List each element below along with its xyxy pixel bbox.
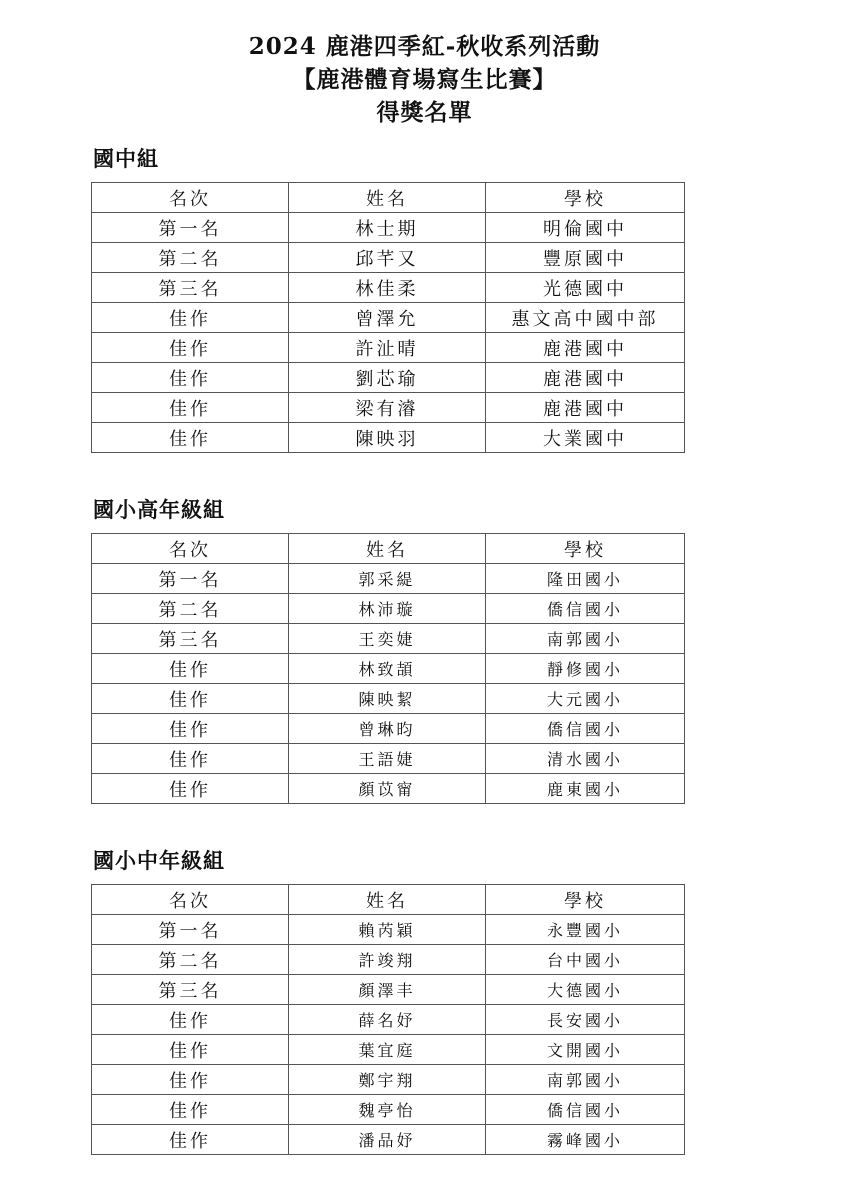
rank-cell: 佳作 xyxy=(92,1005,289,1035)
section-heading-middle-elementary: 國小中年級組 xyxy=(93,849,225,873)
section-heading-upper-elementary: 國小高年級組 xyxy=(93,498,225,522)
school-cell: 台中國小 xyxy=(486,945,685,975)
rank-cell: 第一名 xyxy=(92,213,289,243)
rank-cell: 佳作 xyxy=(92,1095,289,1125)
name-header: 姓名 xyxy=(289,534,486,564)
rank-cell: 第三名 xyxy=(92,975,289,1005)
name-cell: 王語婕 xyxy=(289,744,486,774)
table-row xyxy=(92,1065,685,1095)
name-cell: 邱芊又 xyxy=(289,243,486,273)
table-row xyxy=(92,333,685,363)
rank-cell: 第二名 xyxy=(92,594,289,624)
school-cell: 僑信國小 xyxy=(486,1095,685,1125)
table-row xyxy=(92,594,685,624)
rank-cell: 佳作 xyxy=(92,654,289,684)
name-cell: 潘品妤 xyxy=(289,1125,486,1155)
school-cell: 大業國中 xyxy=(486,423,685,453)
rank-header: 名次 xyxy=(92,534,289,564)
title-line-2: 【鹿港體育場寫生比賽】 xyxy=(292,66,557,93)
rank-cell: 佳作 xyxy=(92,333,289,363)
table-header-row xyxy=(92,183,685,213)
school-cell: 南郭國小 xyxy=(486,1065,685,1095)
rank-cell: 第二名 xyxy=(92,243,289,273)
name-cell: 許沚晴 xyxy=(289,333,486,363)
award-table-middle-elementary xyxy=(91,884,685,1155)
rank-cell: 第一名 xyxy=(92,915,289,945)
table-row xyxy=(92,975,685,1005)
name-cell: 林士期 xyxy=(289,213,486,243)
table-row xyxy=(92,774,685,804)
table-row xyxy=(92,393,685,423)
name-cell: 魏亭怡 xyxy=(289,1095,486,1125)
section-heading-junior-high: 國中組 xyxy=(93,147,159,171)
rank-header: 名次 xyxy=(92,183,289,213)
table-row xyxy=(92,273,685,303)
table-row xyxy=(92,564,685,594)
school-cell: 鹿港國中 xyxy=(486,333,685,363)
school-cell: 鹿港國中 xyxy=(486,363,685,393)
table-header-row xyxy=(92,534,685,564)
name-cell: 劉芯瑜 xyxy=(289,363,486,393)
title-line-1: 2024 鹿港四季紅-秋收系列活動 xyxy=(248,33,601,60)
school-cell: 隆田國小 xyxy=(486,564,685,594)
name-cell: 郭采緹 xyxy=(289,564,486,594)
name-cell: 許竣翔 xyxy=(289,945,486,975)
school-cell: 鹿東國小 xyxy=(486,774,685,804)
school-cell: 光德國中 xyxy=(486,273,685,303)
award-table-upper-elementary xyxy=(91,533,685,804)
table-row xyxy=(92,744,685,774)
table-row xyxy=(92,945,685,975)
table-row xyxy=(92,1125,685,1155)
name-cell: 顏澤丰 xyxy=(289,975,486,1005)
school-cell: 僑信國小 xyxy=(486,594,685,624)
rank-cell: 佳作 xyxy=(92,393,289,423)
school-cell: 永豐國小 xyxy=(486,915,685,945)
table-row xyxy=(92,363,685,393)
name-header: 姓名 xyxy=(289,885,486,915)
rank-cell: 佳作 xyxy=(92,714,289,744)
school-cell: 清水國小 xyxy=(486,744,685,774)
school-header: 學校 xyxy=(486,885,685,915)
rank-cell: 第一名 xyxy=(92,564,289,594)
rank-cell: 佳作 xyxy=(92,774,289,804)
school-cell: 霧峰國小 xyxy=(486,1125,685,1155)
document-title xyxy=(0,30,849,129)
rank-cell: 佳作 xyxy=(92,1125,289,1155)
school-cell: 明倫國中 xyxy=(486,213,685,243)
school-cell: 南郭國小 xyxy=(486,624,685,654)
rank-cell: 佳作 xyxy=(92,744,289,774)
name-cell: 王奕婕 xyxy=(289,624,486,654)
name-cell: 鄭宇翔 xyxy=(289,1065,486,1095)
table-row xyxy=(92,915,685,945)
name-cell: 曾琳昀 xyxy=(289,714,486,744)
table-header-row xyxy=(92,885,685,915)
table-row xyxy=(92,714,685,744)
name-header: 姓名 xyxy=(289,183,486,213)
school-cell: 大德國小 xyxy=(486,975,685,1005)
rank-cell: 第二名 xyxy=(92,945,289,975)
school-cell: 文開國小 xyxy=(486,1035,685,1065)
name-cell: 顏苡甯 xyxy=(289,774,486,804)
title-line-3: 得獎名單 xyxy=(376,99,473,126)
name-cell: 陳映羽 xyxy=(289,423,486,453)
rank-cell: 佳作 xyxy=(92,303,289,333)
school-cell: 僑信國小 xyxy=(486,714,685,744)
rank-cell: 佳作 xyxy=(92,423,289,453)
award-table-junior-high xyxy=(91,182,685,453)
table-row xyxy=(92,243,685,273)
school-cell: 長安國小 xyxy=(486,1005,685,1035)
table-row xyxy=(92,303,685,333)
table-row xyxy=(92,213,685,243)
school-header: 學校 xyxy=(486,534,685,564)
school-cell: 惠文高中國中部 xyxy=(486,303,685,333)
table-row xyxy=(92,624,685,654)
school-cell: 大元國小 xyxy=(486,684,685,714)
school-header: 學校 xyxy=(486,183,685,213)
name-cell: 林佳柔 xyxy=(289,273,486,303)
rank-cell: 第三名 xyxy=(92,624,289,654)
school-cell: 靜修國小 xyxy=(486,654,685,684)
name-cell: 梁有濬 xyxy=(289,393,486,423)
school-cell: 豐原國中 xyxy=(486,243,685,273)
table-row xyxy=(92,684,685,714)
table-row xyxy=(92,1095,685,1125)
school-cell: 鹿港國中 xyxy=(486,393,685,423)
table-row xyxy=(92,1035,685,1065)
name-cell: 林致頡 xyxy=(289,654,486,684)
rank-cell: 佳作 xyxy=(92,363,289,393)
rank-header: 名次 xyxy=(92,885,289,915)
rank-cell: 佳作 xyxy=(92,1035,289,1065)
name-cell: 薛名妤 xyxy=(289,1005,486,1035)
table-row xyxy=(92,654,685,684)
table-row xyxy=(92,423,685,453)
name-cell: 曾澤允 xyxy=(289,303,486,333)
name-cell: 賴芮穎 xyxy=(289,915,486,945)
rank-cell: 第三名 xyxy=(92,273,289,303)
name-cell: 葉宜庭 xyxy=(289,1035,486,1065)
table-row xyxy=(92,1005,685,1035)
name-cell: 陳映絜 xyxy=(289,684,486,714)
rank-cell: 佳作 xyxy=(92,684,289,714)
name-cell: 林沛璇 xyxy=(289,594,486,624)
rank-cell: 佳作 xyxy=(92,1065,289,1095)
